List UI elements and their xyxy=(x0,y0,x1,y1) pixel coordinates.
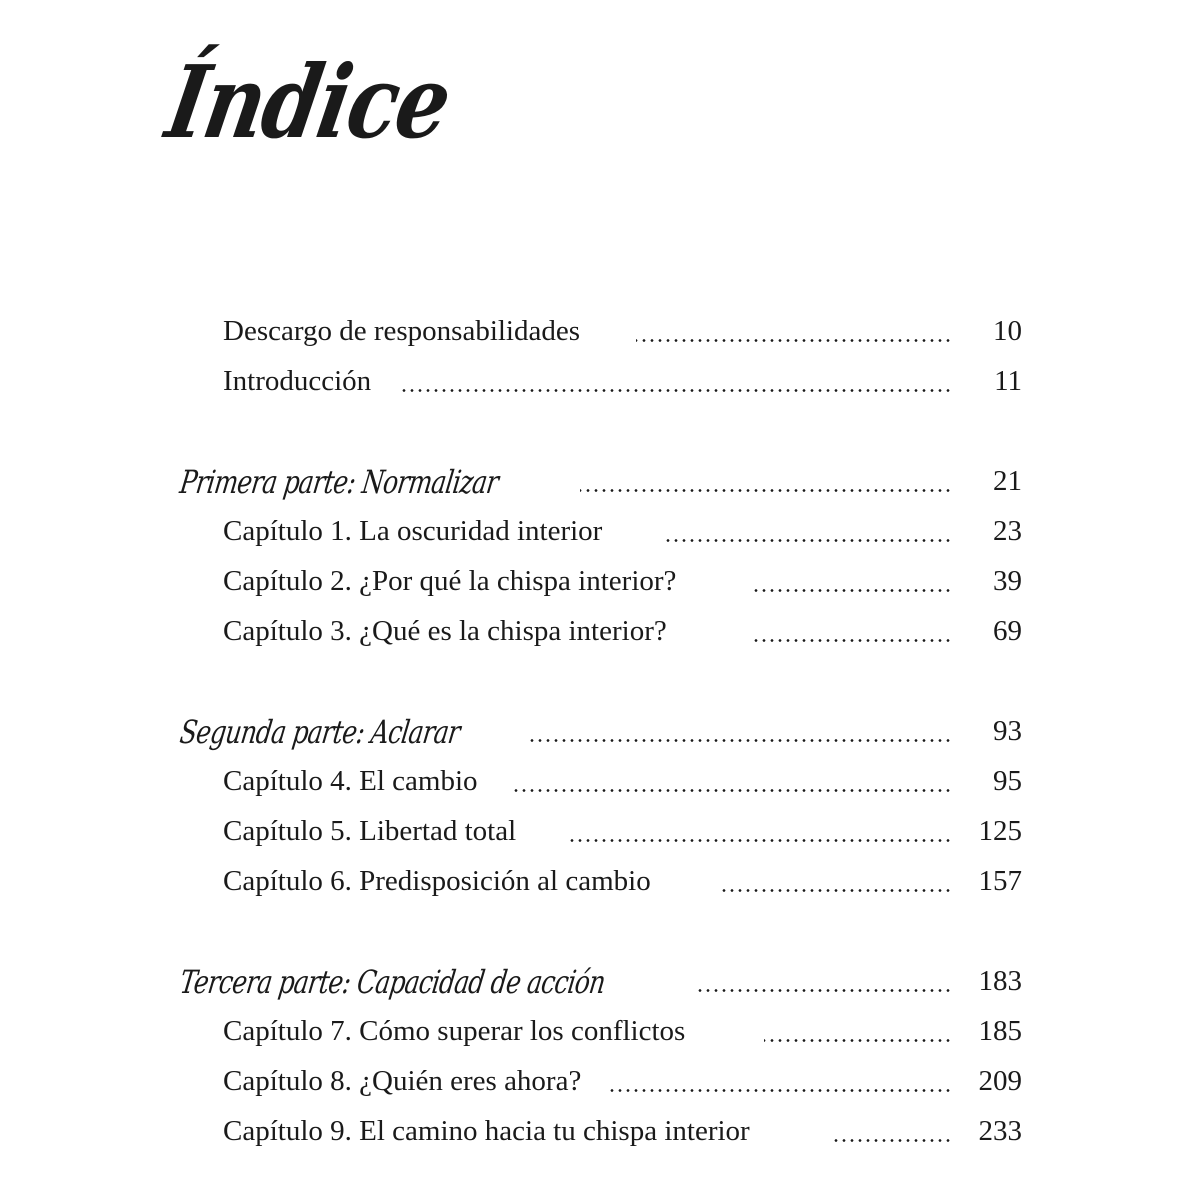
toc-chapter-2[interactable] xyxy=(0,560,1200,604)
toc-part-1[interactable] xyxy=(0,460,1200,504)
toc-entry-label: Capítulo 7. Cómo superar los conflictos xyxy=(223,1015,686,1047)
dot-leader xyxy=(636,339,952,342)
toc-chapter-9[interactable] xyxy=(0,1110,1200,1154)
toc-entry-label: Capítulo 6. Predisposición al cambio xyxy=(223,865,651,897)
toc-page-number: 23 xyxy=(993,515,1022,547)
toc-page-number: 69 xyxy=(993,615,1022,647)
toc-chapter-8[interactable] xyxy=(0,1060,1200,1104)
toc-part-2[interactable] xyxy=(0,710,1200,754)
toc-entry-label: Capítulo 1. La oscuridad interior xyxy=(223,515,603,547)
toc-page-number: 93 xyxy=(993,715,1022,747)
toc-entry-label: Capítulo 3. ¿Qué es la chispa interior? xyxy=(223,615,667,647)
toc-page-number: 39 xyxy=(993,565,1022,597)
toc-entry-label: Introducción xyxy=(223,365,372,397)
dot-leader xyxy=(610,1089,952,1092)
dot-leader xyxy=(764,1039,952,1042)
toc-page-number: 183 xyxy=(978,965,1022,997)
toc-page-number: 11 xyxy=(994,365,1022,397)
dot-leader xyxy=(666,539,952,542)
toc-chapter-3[interactable] xyxy=(0,610,1200,654)
dot-leader xyxy=(526,739,952,742)
toc-entry-label: Capítulo 5. Libertad total xyxy=(223,815,517,847)
toc-chapter-7[interactable] xyxy=(0,1010,1200,1054)
dot-leader xyxy=(514,789,952,792)
dot-leader xyxy=(400,389,952,392)
toc-chapter-1[interactable] xyxy=(0,510,1200,554)
toc-chapter-4[interactable] xyxy=(0,760,1200,804)
toc-chapter-6[interactable] xyxy=(0,860,1200,904)
dot-leader xyxy=(570,839,952,842)
dot-leader xyxy=(750,589,952,592)
dot-leader xyxy=(720,889,952,892)
toc-part-label: Segunda parte: Aclarar xyxy=(177,713,463,751)
toc-page-number: 185 xyxy=(978,1015,1022,1047)
toc-entry-label: Capítulo 9. El camino hacia tu chispa interior xyxy=(223,1115,750,1147)
toc-entry-label: Descargo de responsabilidades xyxy=(223,315,581,347)
toc-part-3[interactable] xyxy=(0,960,1200,1004)
toc-page-number: 157 xyxy=(978,865,1022,897)
toc-entry-label: Capítulo 8. ¿Quién eres ahora? xyxy=(223,1065,582,1097)
toc-part-label: Tercera parte: Capacidad de acción xyxy=(177,963,608,1001)
toc-entry-introduction[interactable] xyxy=(0,360,1200,404)
toc-page-number: 209 xyxy=(978,1065,1022,1097)
toc-page-number: 10 xyxy=(993,315,1022,347)
toc-page-number: 95 xyxy=(993,765,1022,797)
page-title: Índice xyxy=(158,43,459,161)
toc-entry-label: Capítulo 4. El cambio xyxy=(223,765,478,797)
toc-entry-disclaimer[interactable] xyxy=(0,310,1200,354)
dot-leader xyxy=(750,639,952,642)
dot-leader xyxy=(694,989,952,992)
dot-leader xyxy=(834,1139,952,1142)
toc-page-number: 125 xyxy=(978,815,1022,847)
toc-part-label: Primera parte: Normalizar xyxy=(177,463,501,501)
toc-page-number: 21 xyxy=(993,465,1022,497)
toc-chapter-5[interactable] xyxy=(0,810,1200,854)
dot-leader xyxy=(580,489,952,492)
toc-page-number: 233 xyxy=(978,1115,1022,1147)
toc-entry-label: Capítulo 2. ¿Por qué la chispa interior? xyxy=(223,565,677,597)
